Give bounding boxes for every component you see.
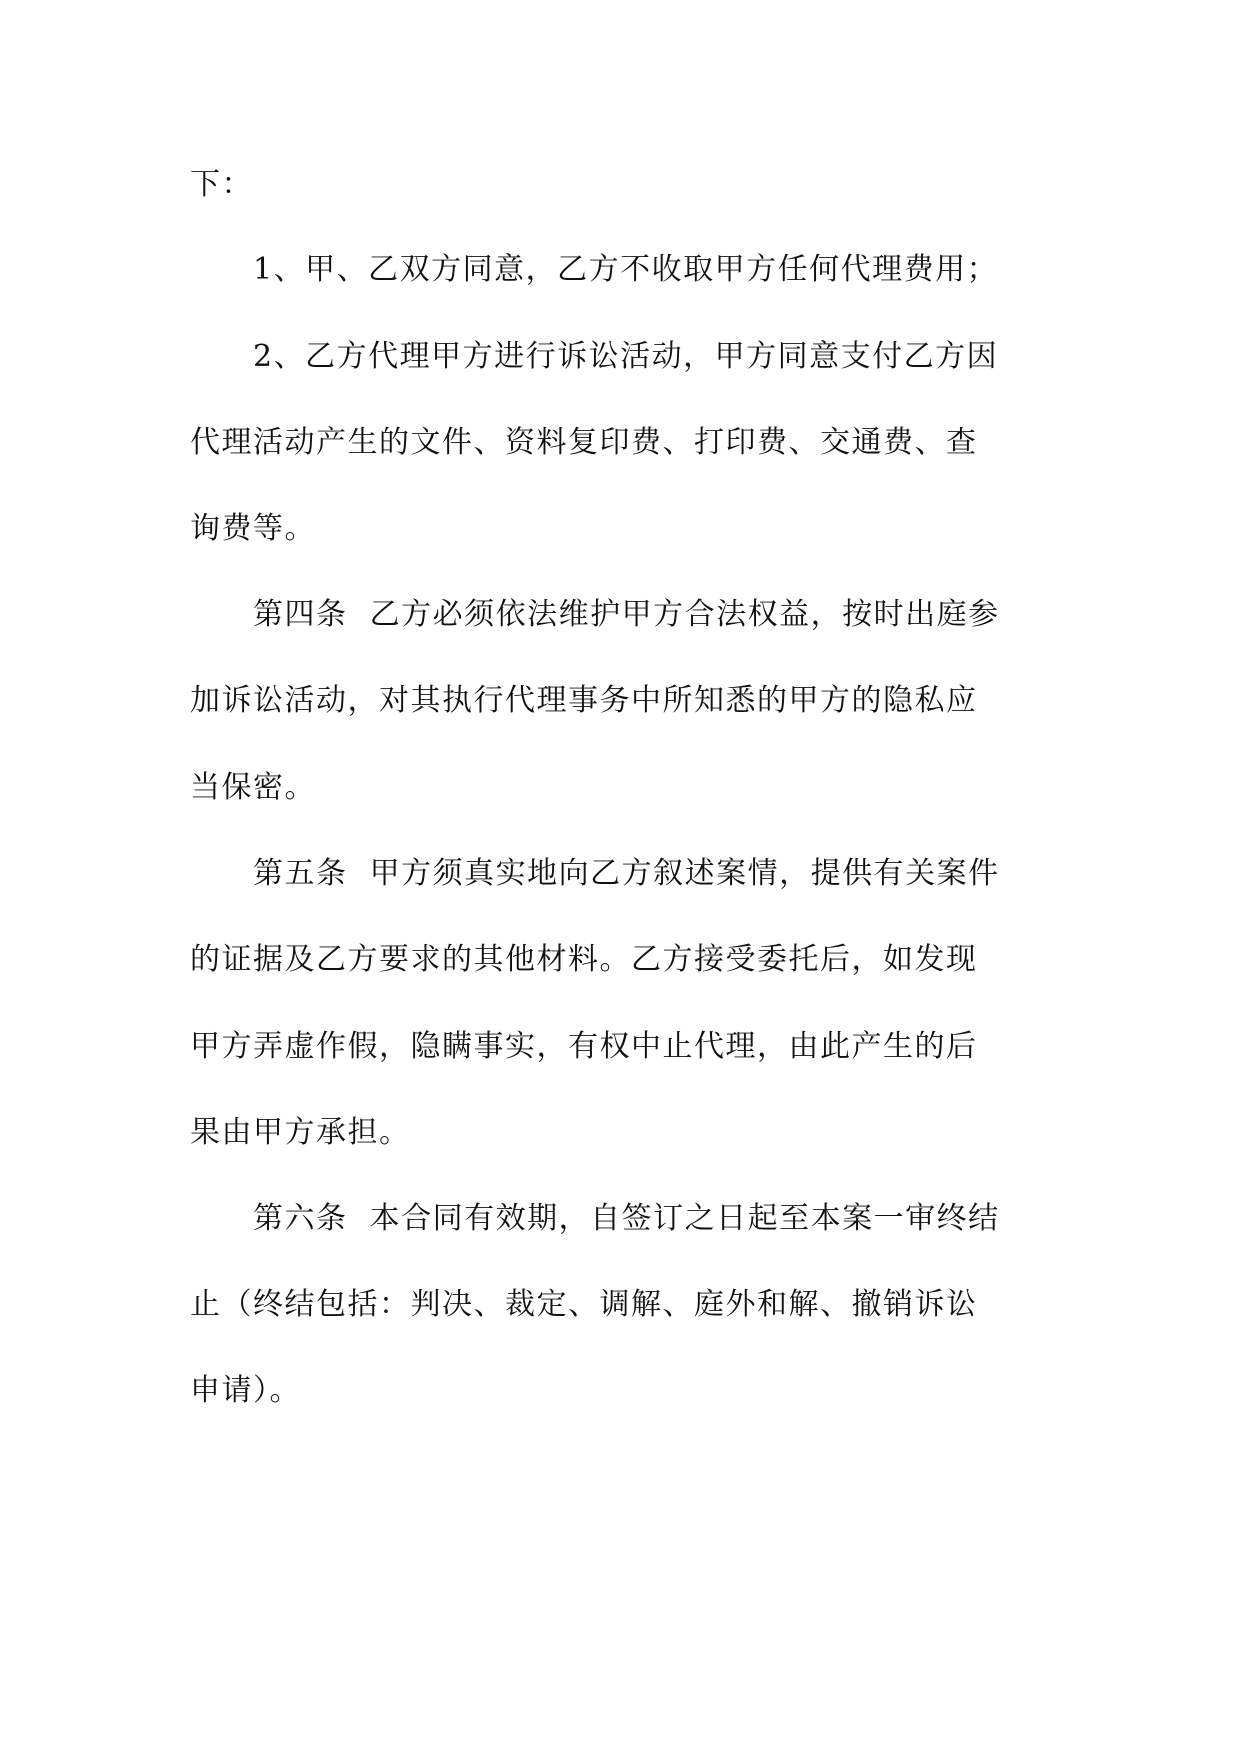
text-line: 止（终结包括：判决、裁定、调解、庭外和解、撤销诉讼 xyxy=(190,1287,978,1322)
text-line: 甲方弄虚作假，隐瞒事实，有权中止代理，由此产生的后 xyxy=(190,1029,978,1064)
text-line: 代理活动产生的文件、资料复印费、打印费、交通费、查 xyxy=(190,425,978,460)
text-line: 第四条 乙方必须依法维护甲方合法权益，按时出庭参 xyxy=(253,597,1000,632)
text-line: 果由甲方承担。 xyxy=(190,1115,411,1150)
text-line: 申请）。 xyxy=(190,1373,301,1408)
text-line: 第五条 甲方须真实地向乙方叙述案情，提供有关案件 xyxy=(253,856,1000,891)
text-line: 1、甲、乙双方同意，乙方不收取甲方任何代理费用； xyxy=(253,252,999,287)
text-line: 的证据及乙方要求的其他材料。乙方接受委托后，如发现 xyxy=(190,942,978,977)
text-line: 当保密。 xyxy=(190,770,316,805)
text-line: 询费等。 xyxy=(190,511,316,546)
text-line: 2、乙方代理甲方进行诉讼活动，甲方同意支付乙方因 xyxy=(253,339,999,374)
text-line: 加诉讼活动，对其执行代理事务中所知悉的甲方的隐私应 xyxy=(190,683,978,718)
text-line: 下： xyxy=(190,167,253,202)
text-line: 第六条 本合同有效期，自签订之日起至本案一审终结 xyxy=(253,1201,1000,1236)
